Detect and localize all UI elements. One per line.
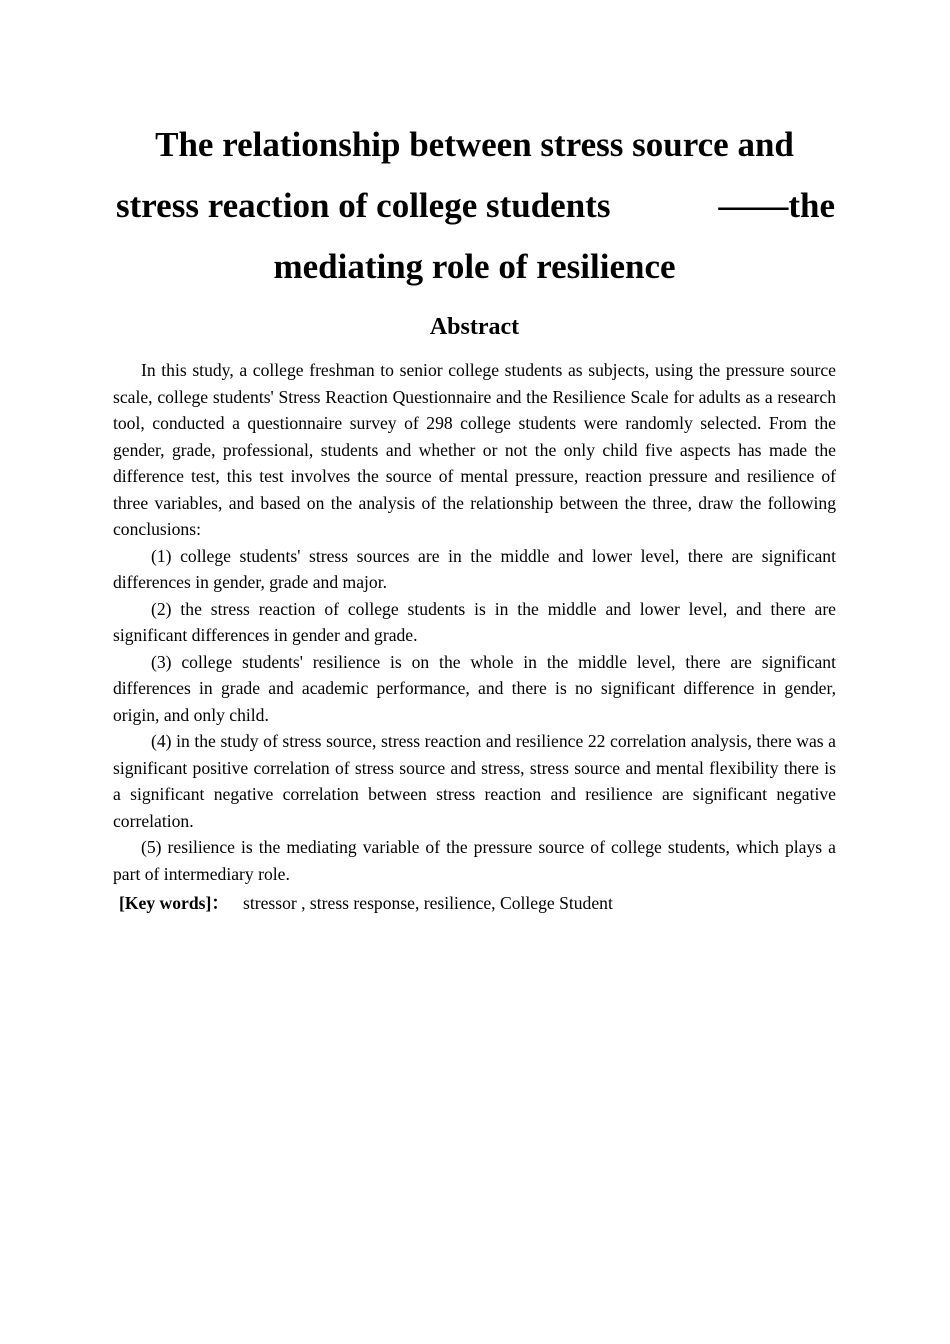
title-line-1: The relationship between stress source and xyxy=(155,125,794,164)
keywords-separator: ： xyxy=(211,893,229,913)
title-line-3: mediating role of resilience xyxy=(273,247,676,286)
conclusion-2: (2) the stress reaction of college students is in the middle and lower level, and there are significant differences in gender and grade. xyxy=(113,598,836,645)
conclusion-3: (3) college students' resilience is on the whole in the middle level, there are significant differences in grade and academic performance, and there is no significant difference in gender, origin, and only child. xyxy=(113,651,836,725)
abstract-body xyxy=(113,357,836,887)
conclusion-5: (5) resilience is the mediating variable of the pressure source of college students, which plays a part of intermediary role. xyxy=(113,837,836,884)
abstract-intro-paragraph: In this study, a college freshman to senior college students as subjects, using the pressure source scale, college students' Stress Reaction Questionnaire and the Resilience Scale for adults as a research tool, conducted a questionnaire survey of 298 college students were randomly selected. From the gender, grade, professional, students and whether or not the only child five aspects has made the difference test, this test involves the source of mental pressure, reaction pressure and resilience of three variables, and based on the analysis of the relationship between the three, draw the following conclusions: xyxy=(113,360,836,539)
keywords-text: stressor , stress response, resilience, College Student xyxy=(242,893,613,913)
title-line-2 xyxy=(116,175,835,236)
title-line-2-right: ——the xyxy=(718,186,835,225)
title-line-2-left: stress reaction of college students xyxy=(116,186,611,225)
document-page xyxy=(113,114,836,916)
document-title xyxy=(113,114,836,297)
conclusion-4: (4) in the study of stress source, stress reaction and resilience 22 correlation analysis, there was a significant positive correlation of stress source and stress, stress source and mental flexibility there is a significant negative correlation between stress reaction and resilience are significant negative correlation. xyxy=(113,731,836,831)
keywords-label: [Key words] xyxy=(119,893,212,913)
keywords-line xyxy=(119,890,836,916)
abstract-heading: Abstract xyxy=(429,314,520,340)
conclusion-1: (1) college students' stress sources are in the middle and lower level, there are significant differences in gender, grade and major. xyxy=(113,545,836,592)
